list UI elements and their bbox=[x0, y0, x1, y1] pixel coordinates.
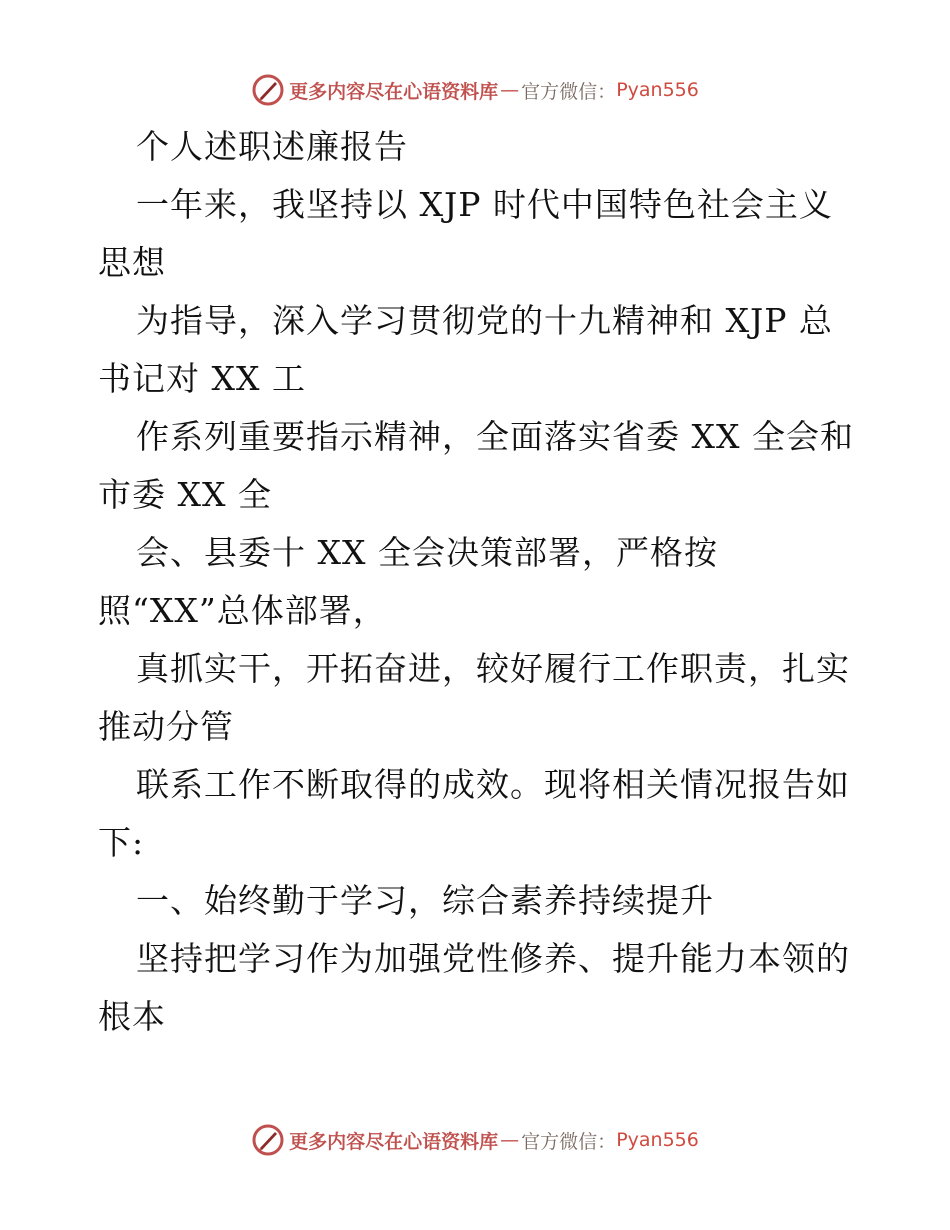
banner-slogan: 更多内容尽在心语资料库 bbox=[289, 80, 499, 103]
header-banner bbox=[0, 70, 950, 110]
text-line: 作系列重要指示精神，全面落实省委 XX 全会和 bbox=[136, 417, 854, 456]
section-heading: 一、始终勤于学习，综合素养持续提升 bbox=[136, 881, 714, 920]
text-line: 根本 bbox=[98, 997, 166, 1036]
text-line: 下: bbox=[98, 823, 145, 862]
footer-banner bbox=[0, 1120, 950, 1160]
banner-dash: — bbox=[500, 1129, 520, 1151]
text-line: 市委 XX 全 bbox=[98, 475, 272, 514]
text-line: 书记对 XX 工 bbox=[98, 359, 306, 398]
text-line: 坚持把学习作为加强党性修养、提升能力本领的 bbox=[136, 939, 850, 978]
wechat-label: 官方微信： bbox=[521, 80, 617, 103]
text-line: 真抓实干，开拓奋进，较好履行工作职责，扎实 bbox=[136, 649, 850, 688]
wechat-label: 官方微信： bbox=[521, 1130, 617, 1153]
wechat-id: Pyan556 bbox=[616, 1129, 699, 1151]
text-line: 照“XX”总体部署， bbox=[98, 591, 387, 630]
banner-dash: — bbox=[500, 79, 520, 101]
banner-slogan: 更多内容尽在心语资料库 bbox=[289, 1130, 499, 1153]
wechat-id: Pyan556 bbox=[616, 79, 699, 101]
document-body bbox=[98, 118, 898, 1046]
text-line: 推动分管 bbox=[98, 707, 234, 746]
quill-pen-logo-icon bbox=[251, 73, 285, 107]
text-line: 思想 bbox=[98, 243, 166, 282]
text-line: 一年来，我坚持以 XJP 时代中国特色社会主义 bbox=[136, 185, 833, 224]
text-line: 联系工作不断取得的成效。现将相关情况报告如 bbox=[136, 765, 850, 804]
text-line: 会、县委十 XX 全会决策部署，严格按 bbox=[136, 533, 718, 572]
text-line: 为指导，深入学习贯彻党的十九精神和 XJP 总 bbox=[136, 301, 833, 340]
quill-pen-logo-icon bbox=[251, 1123, 285, 1157]
document-title: 个人述职述廉报告 bbox=[136, 127, 408, 166]
